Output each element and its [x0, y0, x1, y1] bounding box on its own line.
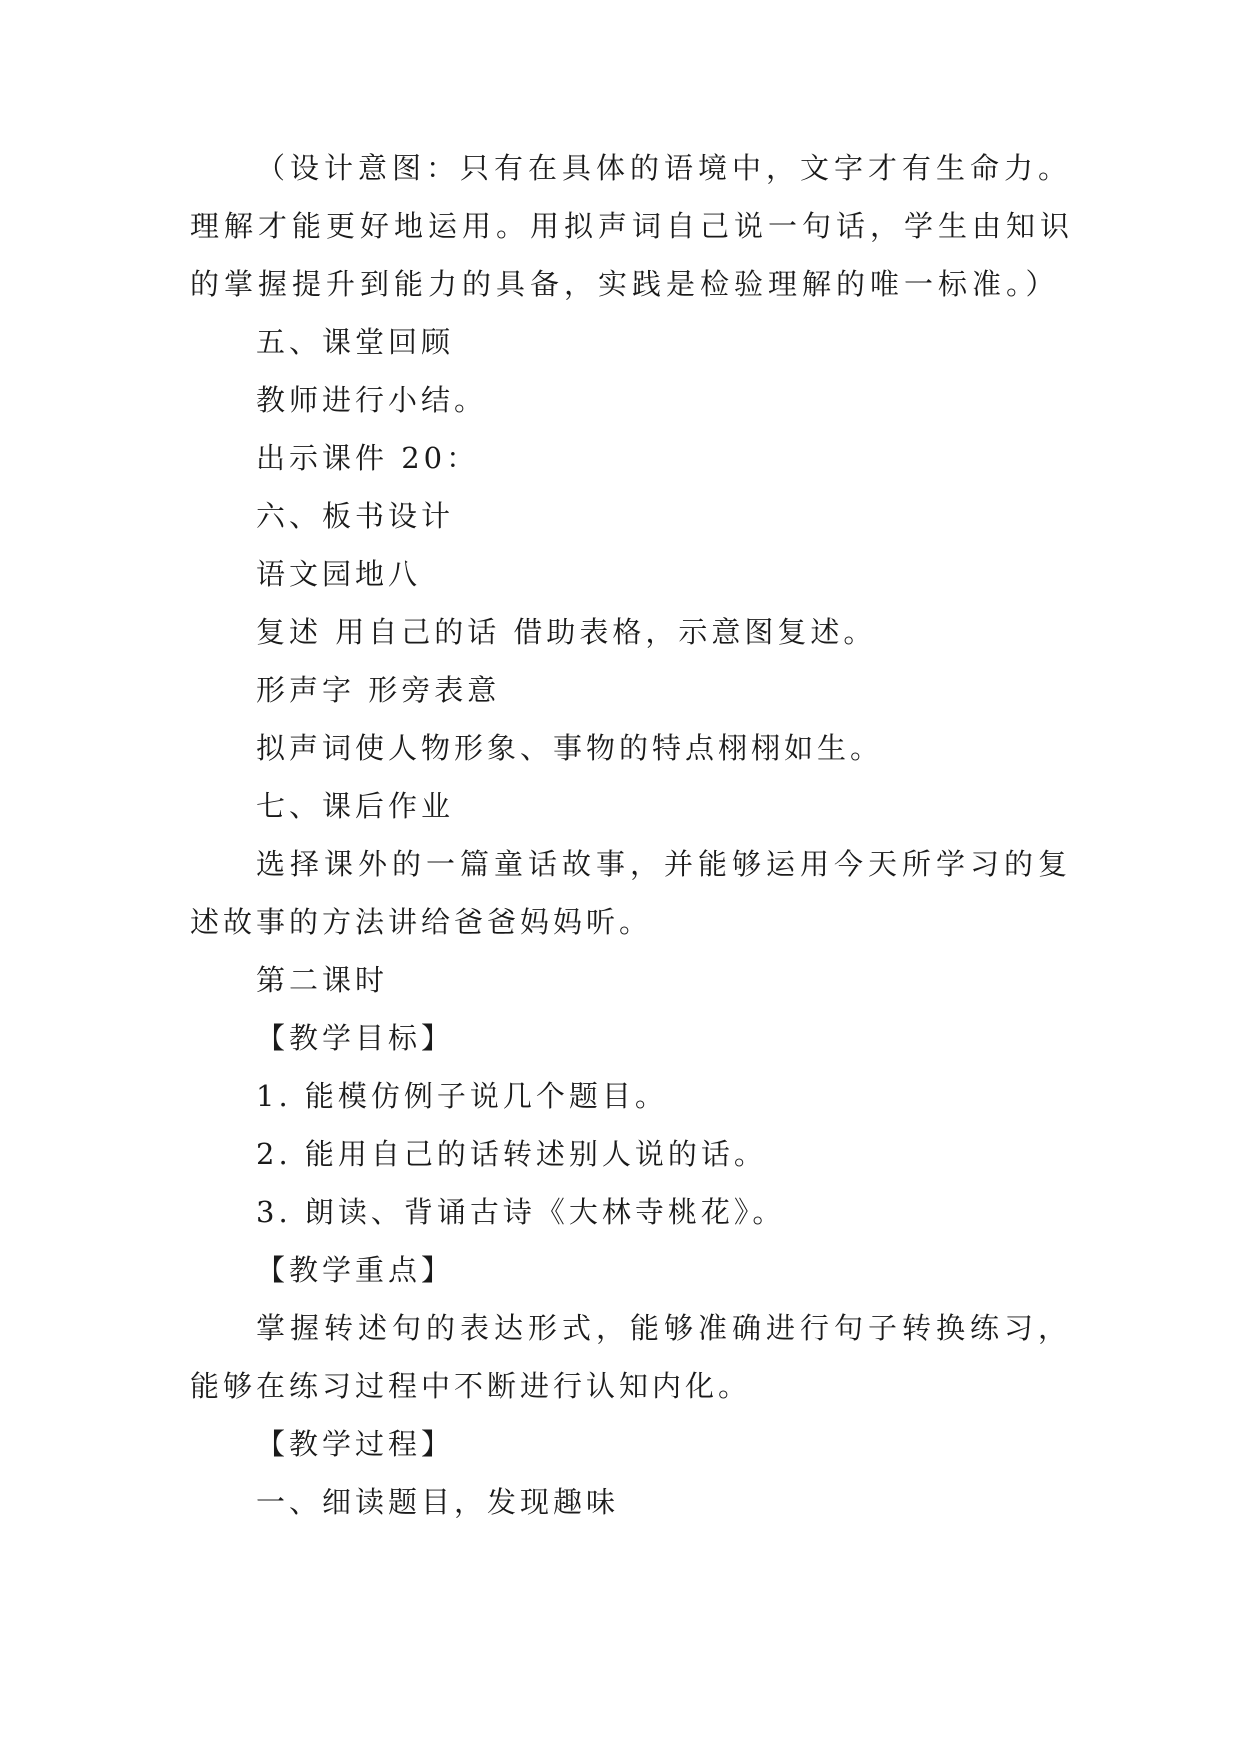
paragraph-focus-line-1: 掌握转述句的表达形式，能够准确进行句子转换练习， — [256, 1311, 1073, 1345]
section-heading-review: 五、课堂回顾 — [256, 325, 455, 359]
paragraph-design-intent-line-1: （设计意图：只有在具体的语境中，文字才有生命力。 — [256, 151, 1073, 185]
text-show-courseware: 出示课件 20： — [256, 441, 480, 475]
section-heading-homework: 七、课后作业 — [256, 789, 455, 823]
text-retell: 复述 用自己的话 借助表格，示意图复述。 — [256, 615, 877, 649]
heading-teaching-goals: 【教学目标】 — [256, 1021, 455, 1055]
text-language-garden: 语文园地八 — [256, 557, 422, 591]
paragraph-focus-line-2: 能够在练习过程中不断进行认知内化。 — [190, 1369, 752, 1403]
goal-item-1: 1. 能模仿例子说几个题目。 — [256, 1079, 668, 1113]
heading-second-lesson: 第二课时 — [256, 963, 389, 997]
section-heading-read-titles: 一、细读题目，发现趣味 — [256, 1485, 620, 1519]
heading-teaching-process: 【教学过程】 — [256, 1427, 455, 1461]
paragraph-design-intent-line-3: 的掌握提升到能力的具备，实践是检验理解的唯一标准。） — [190, 267, 1060, 301]
text-teacher-summary: 教师进行小结。 — [256, 383, 488, 417]
goal-item-2: 2. 能用自己的话转述别人说的话。 — [256, 1137, 767, 1171]
heading-teaching-focus: 【教学重点】 — [256, 1253, 455, 1287]
goal-item-3: 3. 朗读、背诵古诗《大林寺桃花》。 — [256, 1195, 786, 1229]
section-heading-board-design: 六、板书设计 — [256, 499, 455, 533]
paragraph-design-intent-line-2: 理解才能更好地运用。用拟声词自己说一句话，学生由知识 — [190, 209, 1075, 243]
text-onomatopoeia: 拟声词使人物形象、事物的特点栩栩如生。 — [256, 731, 884, 765]
text-phonetic-characters: 形声字 形旁表意 — [256, 673, 501, 707]
paragraph-homework-line-2: 述故事的方法讲给爸爸妈妈听。 — [190, 905, 653, 939]
paragraph-homework-line-1: 选择课外的一篇童话故事，并能够运用今天所学习的复 — [256, 847, 1073, 881]
